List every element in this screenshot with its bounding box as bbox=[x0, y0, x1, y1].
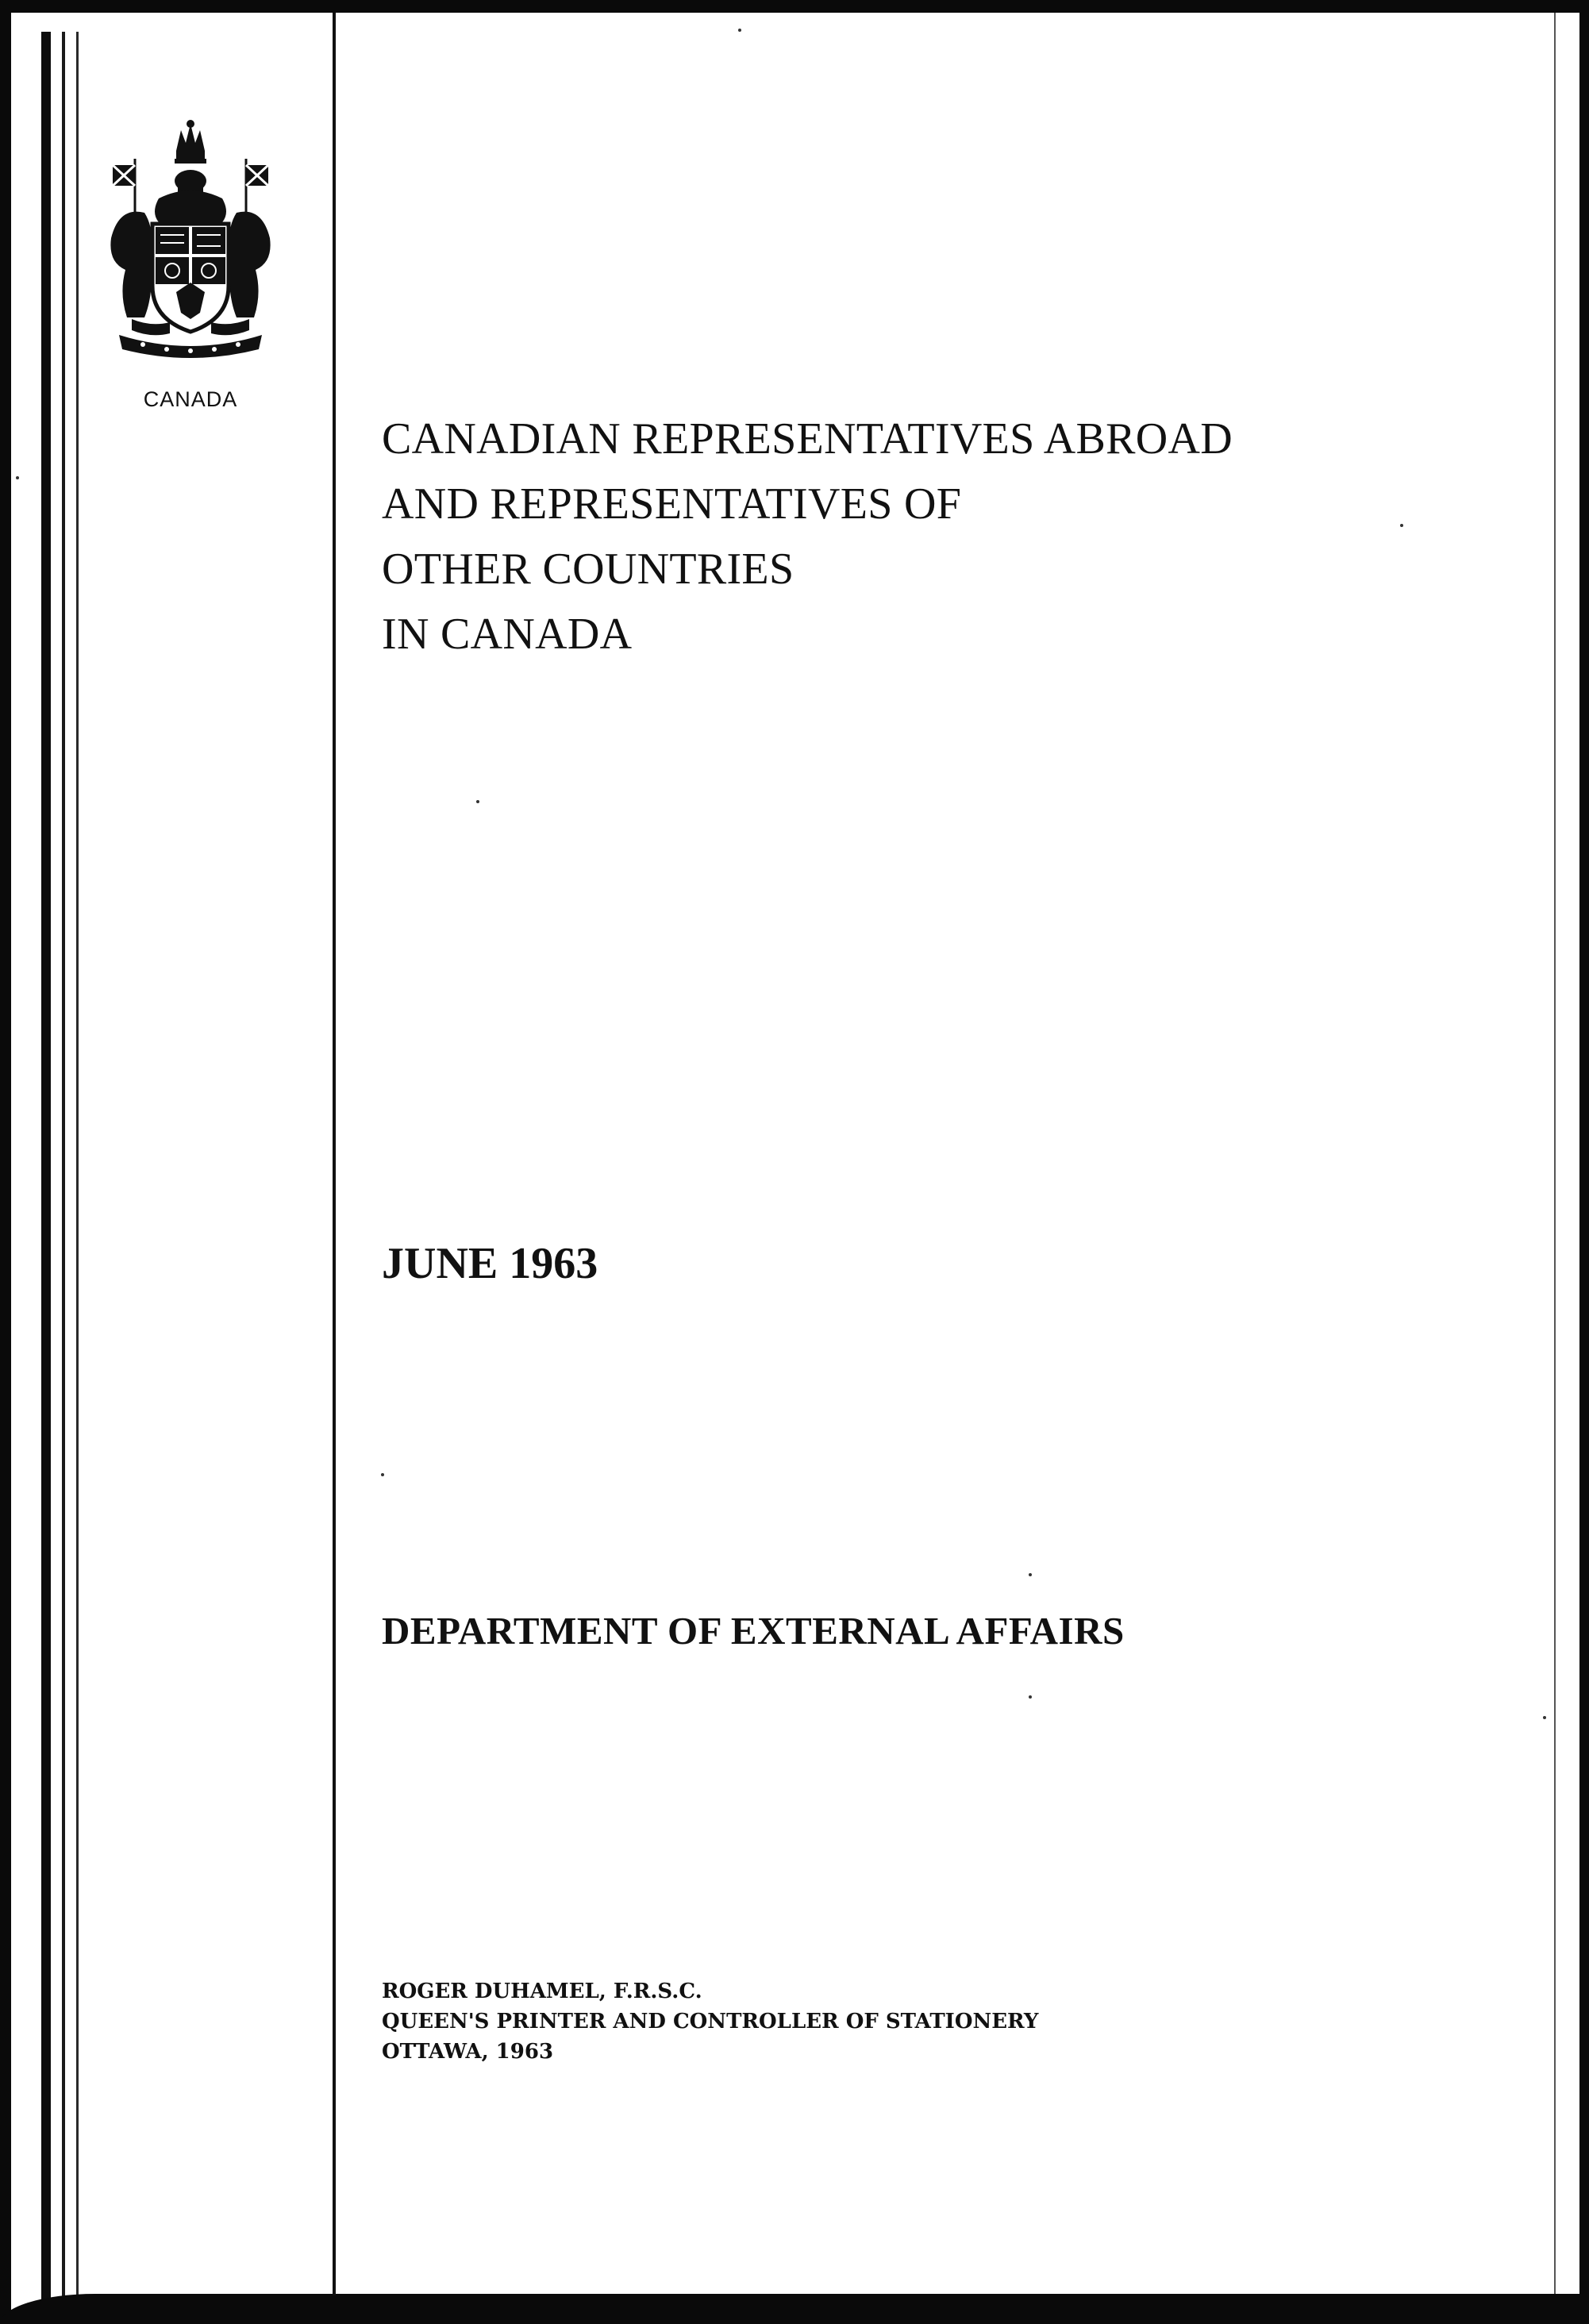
publication-date: JUNE 1963 bbox=[382, 1239, 598, 1288]
scan-speck bbox=[1400, 524, 1403, 527]
scan-speck bbox=[1029, 1573, 1032, 1576]
scan-speck bbox=[381, 1473, 384, 1476]
scan-border-right bbox=[1579, 0, 1589, 2324]
scan-speck bbox=[476, 800, 479, 803]
page-edge-rule bbox=[1554, 13, 1556, 2294]
scan-border-left bbox=[0, 0, 11, 2324]
emblem-label: CANADA bbox=[143, 387, 238, 411]
scan-speck bbox=[16, 476, 19, 479]
document-title bbox=[382, 406, 1233, 667]
scan-border-bottom bbox=[0, 2294, 1589, 2324]
imprint-line: QUEEN'S PRINTER AND CONTROLLER OF STATIONERY bbox=[382, 2010, 1039, 2034]
imprint-line: OTTAWA, 1963 bbox=[382, 2040, 554, 2064]
binding-rule-hairline bbox=[76, 32, 79, 2302]
department-name: DEPARTMENT OF EXTERNAL AFFAIRS bbox=[382, 1609, 1125, 1653]
binding-rule-thick bbox=[41, 32, 51, 2302]
imprint-line: ROGER DUHAMEL, F.R.S.C. bbox=[382, 1980, 702, 2003]
scan-speck bbox=[1029, 1695, 1032, 1699]
title-line: AND REPRESENTATIVES OF bbox=[382, 479, 962, 529]
binding-rule-thin bbox=[62, 32, 65, 2302]
cover-divider-rule bbox=[333, 13, 336, 2295]
title-line: IN CANADA bbox=[382, 610, 633, 659]
title-line: CANADIAN REPRESENTATIVES ABROAD bbox=[382, 414, 1233, 464]
scan-border-top bbox=[0, 0, 1589, 13]
royal-coat-of-arms-icon bbox=[103, 119, 278, 373]
scan-speck bbox=[738, 29, 741, 32]
scan-speck bbox=[1543, 1716, 1546, 1719]
title-line: OTHER COUNTRIES bbox=[382, 544, 794, 594]
printer-imprint bbox=[382, 1976, 1038, 2067]
